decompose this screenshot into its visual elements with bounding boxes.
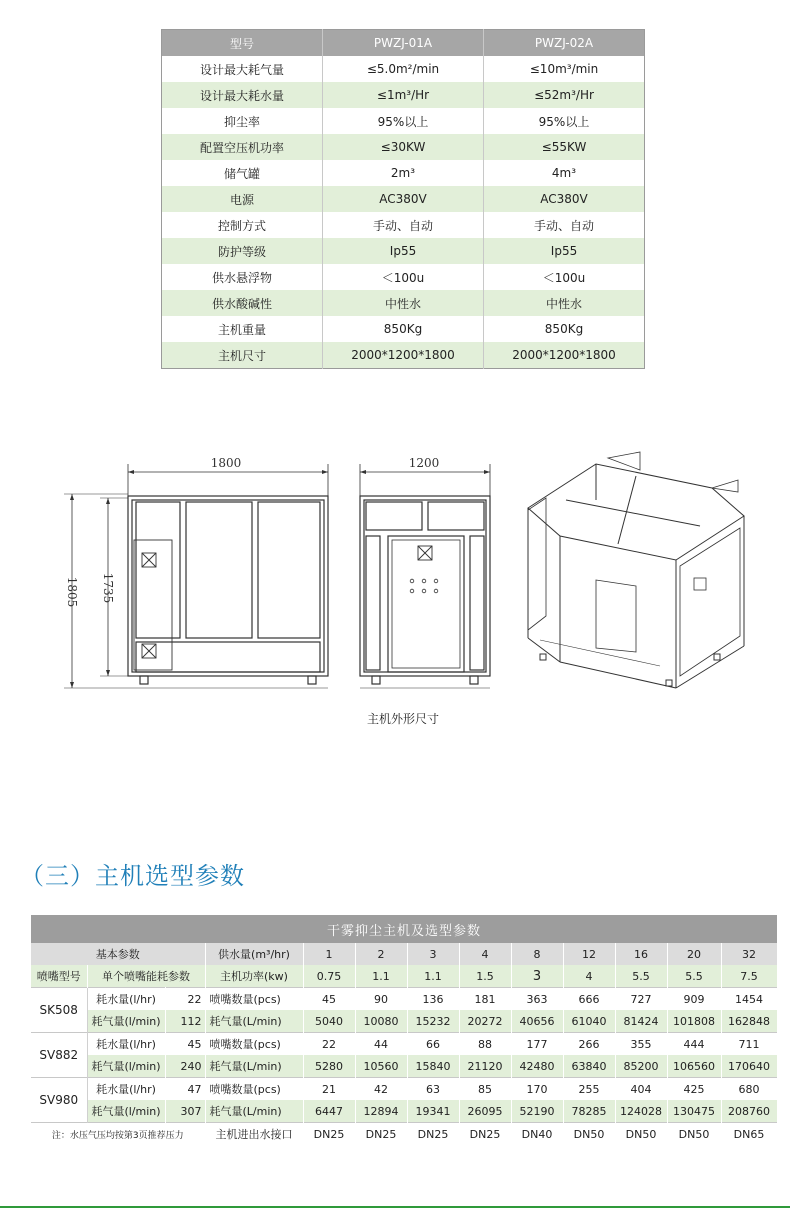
air-total-value: 81424 xyxy=(615,1010,667,1033)
spec-cell: 中性水 xyxy=(323,290,484,316)
water-label: 耗水量(l/hr) xyxy=(87,1078,165,1101)
spec-cell: 850Kg xyxy=(323,316,484,342)
count-value: 425 xyxy=(667,1078,721,1101)
air-label: 耗气量(l/min) xyxy=(87,1010,165,1033)
supply-value: 12 xyxy=(563,943,615,965)
spec-cell: ≤55KW xyxy=(484,134,645,160)
air-value: 112 xyxy=(165,1010,205,1033)
power-value: 7.5 xyxy=(721,965,777,988)
basic-params-label: 基本参数 xyxy=(31,943,205,965)
air-total-value: 40656 xyxy=(511,1010,563,1033)
air-value: 307 xyxy=(165,1100,205,1123)
air-total-value: 101808 xyxy=(667,1010,721,1033)
count-value: 88 xyxy=(459,1033,511,1056)
bottom-divider xyxy=(0,1206,790,1208)
count-value: 711 xyxy=(721,1033,777,1056)
count-value: 44 xyxy=(355,1033,407,1056)
spec-header-cell: 型号 xyxy=(162,30,323,57)
table-row xyxy=(162,82,645,108)
count-value: 170 xyxy=(511,1078,563,1101)
table-row xyxy=(162,56,645,82)
front-width-label: 1800 xyxy=(210,456,242,470)
section-title: （三）主机选型参数 xyxy=(20,862,245,890)
air-total-value: 21120 xyxy=(459,1055,511,1078)
supply-label: 供水量(m³/hr) xyxy=(205,943,303,965)
supply-value: 8 xyxy=(511,943,563,965)
air-total-value: 15840 xyxy=(407,1055,459,1078)
air-total-value: 162848 xyxy=(721,1010,777,1033)
spec-cell: Ip55 xyxy=(484,238,645,264)
spec-cell: 主机尺寸 xyxy=(162,342,323,369)
air-total-value: 61040 xyxy=(563,1010,615,1033)
air-total-value: 170640 xyxy=(721,1055,777,1078)
selection-table xyxy=(31,915,778,1145)
spec-table xyxy=(161,29,645,369)
air-total-value: 15232 xyxy=(407,1010,459,1033)
spec-cell: 设计最大耗水量 xyxy=(162,82,323,108)
air-label: 耗气量(l/min) xyxy=(87,1100,165,1123)
count-value: 85 xyxy=(459,1078,511,1101)
air-total-value: 12894 xyxy=(355,1100,407,1123)
water-value: 45 xyxy=(165,1033,205,1056)
count-label: 喷嘴数量(pcs) xyxy=(205,1033,303,1056)
power-value: 1.5 xyxy=(459,965,511,988)
spec-cell: 2000*1200*1800 xyxy=(484,342,645,369)
supply-row xyxy=(31,943,777,965)
air-total-label: 耗气量(L/min) xyxy=(205,1055,303,1078)
air-total-value: 10080 xyxy=(355,1010,407,1033)
air-total-value: 19341 xyxy=(407,1100,459,1123)
count-value: 90 xyxy=(355,988,407,1011)
model-label: 喷嘴型号 xyxy=(31,965,87,988)
port-value: DN25 xyxy=(303,1123,355,1146)
spec-cell: Ip55 xyxy=(323,238,484,264)
table-row xyxy=(31,1010,777,1033)
port-value: DN65 xyxy=(721,1123,777,1146)
count-label: 喷嘴数量(pcs) xyxy=(205,1078,303,1101)
table-row xyxy=(162,108,645,134)
nozzle-param-label: 单个喷嘴能耗参数 xyxy=(87,965,205,988)
spec-cell: 4m³ xyxy=(484,160,645,186)
spec-cell: 供水悬浮物 xyxy=(162,264,323,290)
nozzle-model: SK508 xyxy=(31,988,87,1033)
spec-cell: ＜100u xyxy=(484,264,645,290)
count-value: 909 xyxy=(667,988,721,1011)
air-label: 耗气量(l/min) xyxy=(87,1055,165,1078)
count-value: 66 xyxy=(407,1033,459,1056)
table-note: 注：水压气压均按第3页推荐压力 xyxy=(31,1123,205,1146)
table-row xyxy=(31,1100,777,1123)
count-value: 1454 xyxy=(721,988,777,1011)
nozzle-model: SV882 xyxy=(31,1033,87,1078)
power-value: 1.1 xyxy=(407,965,459,988)
air-total-value: 85200 xyxy=(615,1055,667,1078)
water-label: 耗水量(l/hr) xyxy=(87,1033,165,1056)
table-row xyxy=(162,290,645,316)
air-total-value: 106560 xyxy=(667,1055,721,1078)
port-value: DN50 xyxy=(563,1123,615,1146)
spec-cell: ≤1m³/Hr xyxy=(323,82,484,108)
count-value: 21 xyxy=(303,1078,355,1101)
supply-value: 2 xyxy=(355,943,407,965)
supply-value: 16 xyxy=(615,943,667,965)
power-value: 5.5 xyxy=(615,965,667,988)
water-value: 22 xyxy=(165,988,205,1011)
selection-title-row xyxy=(31,915,777,943)
spec-cell: 手动、自动 xyxy=(484,212,645,238)
count-value: 666 xyxy=(563,988,615,1011)
supply-value: 32 xyxy=(721,943,777,965)
table-row xyxy=(162,316,645,342)
supply-value: 4 xyxy=(459,943,511,965)
spec-cell: 控制方式 xyxy=(162,212,323,238)
nozzle-model: SV980 xyxy=(31,1078,87,1123)
power-value: 4 xyxy=(563,965,615,988)
count-value: 727 xyxy=(615,988,667,1011)
count-value: 42 xyxy=(355,1078,407,1101)
power-value: 0.75 xyxy=(303,965,355,988)
spec-cell: ≤52m³/Hr xyxy=(484,82,645,108)
count-value: 177 xyxy=(511,1033,563,1056)
count-value: 444 xyxy=(667,1033,721,1056)
power-value: 1.1 xyxy=(355,965,407,988)
air-total-value: 124028 xyxy=(615,1100,667,1123)
count-value: 22 xyxy=(303,1033,355,1056)
air-total-label: 耗气量(L/min) xyxy=(205,1100,303,1123)
port-value: DN25 xyxy=(407,1123,459,1146)
table-row xyxy=(162,212,645,238)
power-value: 5.5 xyxy=(667,965,721,988)
spec-cell: ≤30KW xyxy=(323,134,484,160)
port-row xyxy=(31,1123,777,1146)
count-value: 266 xyxy=(563,1033,615,1056)
spec-cell: AC380V xyxy=(323,186,484,212)
supply-value: 20 xyxy=(667,943,721,965)
outline-drawings xyxy=(0,440,790,700)
spec-cell: 2000*1200*1800 xyxy=(323,342,484,369)
spec-cell: 95%以上 xyxy=(484,108,645,134)
spec-cell: 2m³ xyxy=(323,160,484,186)
table-row xyxy=(162,186,645,212)
port-value: DN40 xyxy=(511,1123,563,1146)
supply-value: 3 xyxy=(407,943,459,965)
count-value: 181 xyxy=(459,988,511,1011)
port-value: DN25 xyxy=(355,1123,407,1146)
count-value: 63 xyxy=(407,1078,459,1101)
air-total-value: 5280 xyxy=(303,1055,355,1078)
table-row xyxy=(31,1078,777,1101)
spec-cell: 850Kg xyxy=(484,316,645,342)
spec-header-cell: PWZJ-02A xyxy=(484,30,645,57)
spec-cell: ≤10m³/min xyxy=(484,56,645,82)
port-value: DN25 xyxy=(459,1123,511,1146)
air-total-value: 10560 xyxy=(355,1055,407,1078)
air-total-value: 78285 xyxy=(563,1100,615,1123)
spec-cell: 防护等级 xyxy=(162,238,323,264)
spec-cell: AC380V xyxy=(484,186,645,212)
power-row xyxy=(31,965,777,988)
spec-cell: 设计最大耗气量 xyxy=(162,56,323,82)
count-value: 45 xyxy=(303,988,355,1011)
spec-cell: 电源 xyxy=(162,186,323,212)
spec-cell: 手动、自动 xyxy=(323,212,484,238)
table-row xyxy=(31,1055,777,1078)
air-total-value: 5040 xyxy=(303,1010,355,1033)
table-row xyxy=(31,1033,777,1056)
selection-title: 干雾抑尘主机及选型参数 xyxy=(31,915,777,943)
air-total-value: 42480 xyxy=(511,1055,563,1078)
port-value: DN50 xyxy=(615,1123,667,1146)
side-view-drawing xyxy=(360,464,490,688)
supply-value: 1 xyxy=(303,943,355,965)
height-inner-label: 1735 xyxy=(101,572,115,604)
spec-cell: 主机重量 xyxy=(162,316,323,342)
isometric-view-drawing xyxy=(528,452,744,688)
air-total-value: 20272 xyxy=(459,1010,511,1033)
spec-cell: 供水酸碱性 xyxy=(162,290,323,316)
table-row xyxy=(162,134,645,160)
drawing-caption: 主机外形尺寸 xyxy=(366,712,439,726)
count-value: 680 xyxy=(721,1078,777,1101)
spec-cell: ＜100u xyxy=(323,264,484,290)
spec-cell: ≤5.0m²/min xyxy=(323,56,484,82)
power-label: 主机功率(kw) xyxy=(205,965,303,988)
count-value: 136 xyxy=(407,988,459,1011)
air-total-value: 63840 xyxy=(563,1055,615,1078)
spec-cell: 95%以上 xyxy=(323,108,484,134)
air-total-value: 208760 xyxy=(721,1100,777,1123)
spec-header-cell: PWZJ-01A xyxy=(323,30,484,57)
spec-cell: 储气罐 xyxy=(162,160,323,186)
table-row xyxy=(162,160,645,186)
spec-cell: 抑尘率 xyxy=(162,108,323,134)
spec-header-row xyxy=(162,30,645,57)
air-total-value: 52190 xyxy=(511,1100,563,1123)
side-width-label: 1200 xyxy=(408,456,440,470)
count-label: 喷嘴数量(pcs) xyxy=(205,988,303,1011)
count-value: 355 xyxy=(615,1033,667,1056)
air-total-value: 130475 xyxy=(667,1100,721,1123)
power-value: 3 xyxy=(511,965,563,988)
port-value: DN50 xyxy=(667,1123,721,1146)
spec-cell: 配置空压机功率 xyxy=(162,134,323,160)
height-outer-label: 1805 xyxy=(65,576,79,608)
air-total-value: 26095 xyxy=(459,1100,511,1123)
spec-cell: 中性水 xyxy=(484,290,645,316)
air-value: 240 xyxy=(165,1055,205,1078)
port-label: 主机进出水接口 xyxy=(205,1123,303,1146)
table-row xyxy=(31,988,777,1011)
table-row xyxy=(162,264,645,290)
air-total-label: 耗气量(L/min) xyxy=(205,1010,303,1033)
count-value: 404 xyxy=(615,1078,667,1101)
water-label: 耗水量(l/hr) xyxy=(87,988,165,1011)
table-row xyxy=(162,342,645,369)
count-value: 255 xyxy=(563,1078,615,1101)
table-row xyxy=(162,238,645,264)
water-value: 47 xyxy=(165,1078,205,1101)
air-total-value: 6447 xyxy=(303,1100,355,1123)
count-value: 363 xyxy=(511,988,563,1011)
